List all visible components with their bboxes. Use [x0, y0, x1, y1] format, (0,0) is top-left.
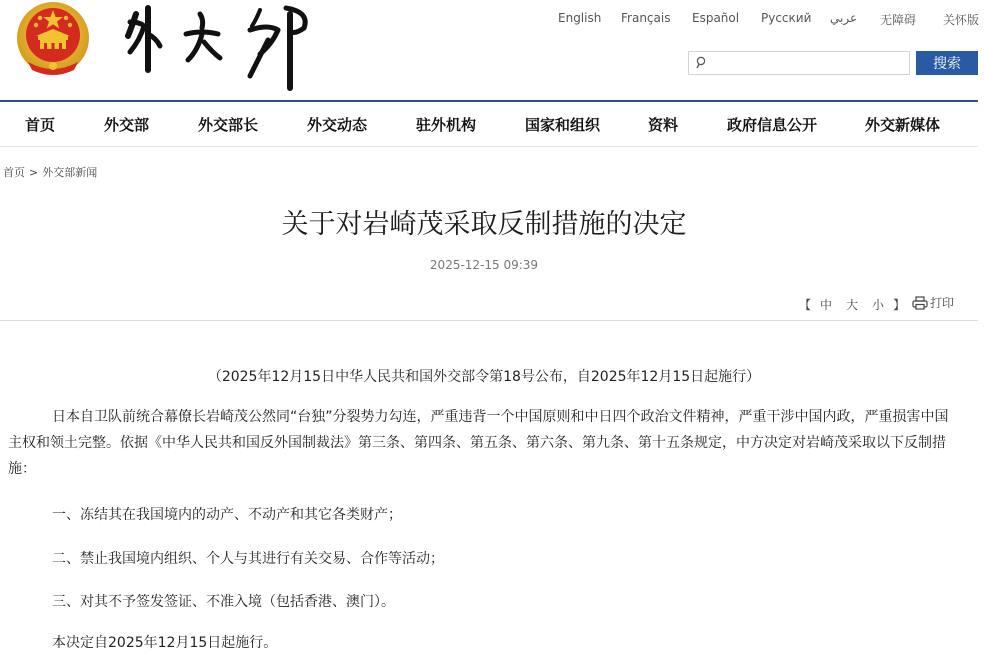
font-size-switcher	[797, 296, 907, 313]
measure-item-3: 三、对其不予签发签证、不准入境（包括香港、澳门）。	[52, 594, 395, 610]
search-icon	[695, 56, 707, 70]
lang-link-spanish[interactable]: Español	[692, 11, 740, 25]
search-box	[688, 51, 910, 75]
font-size-small-button[interactable]: 小	[872, 298, 885, 312]
article-announcement: （2025年12月15日中华人民共和国外交部令第18号公布，自2025年12月15日起施行）	[207, 369, 761, 385]
font-size-large-button[interactable]: 中	[820, 298, 833, 312]
nav-item-diplomatic-news[interactable]: 外交动态	[307, 116, 368, 134]
lang-link-arabic[interactable]: عربي	[830, 11, 858, 25]
font-size-medium-button[interactable]: 大	[846, 298, 859, 312]
printer-icon	[912, 296, 928, 310]
breadcrumb-home-link[interactable]: 首页	[3, 166, 25, 179]
lang-link-russian[interactable]: Русский	[761, 11, 812, 25]
lang-link-french[interactable]: Français	[621, 11, 671, 25]
nav-item-ministry[interactable]: 外交部	[104, 116, 150, 134]
article-divider	[0, 320, 978, 321]
breadcrumb	[3, 164, 97, 180]
site-header	[0, 0, 984, 100]
main-nav	[0, 102, 984, 146]
nav-item-new-media[interactable]: 外交新媒体	[865, 116, 941, 134]
national-emblem-icon[interactable]	[14, 0, 92, 76]
measure-item-2: 二、禁止我国境内组织、个人与其进行有关交易、合作等活动；	[52, 551, 444, 567]
lang-link-care-mode[interactable]: 关怀版	[943, 13, 980, 27]
measure-item-1: 一、冻结其在我国境内的动产、不动产和其它各类财产；	[52, 507, 402, 523]
breadcrumb-separator: >	[29, 166, 39, 179]
article-paragraph: 日本自卫队前统合幕僚长岩崎茂公然同“台独”分裂势力勾连，严重违背一个中国原则和中日四个政治文件精神，严重干涉中国内政，严重损害中国主权和领土完整。依据《中华人民共和国反外国制裁法》第三条、第四条、第五条、第六条、第九条、第十五条规定，中方决定对岩崎茂采取以下反制措施：	[8, 409, 949, 477]
ministry-calligraphy-logo[interactable]	[118, 0, 318, 92]
lang-link-english[interactable]: English	[558, 11, 602, 25]
search-input[interactable]	[711, 54, 901, 72]
language-bar	[540, 11, 984, 29]
font-size-bracket-open: 【	[799, 298, 812, 312]
nav-item-countries[interactable]: 国家和组织	[525, 116, 601, 134]
breadcrumb-current-link[interactable]: 外交部新闻	[42, 166, 98, 179]
nav-item-home[interactable]: 首页	[25, 116, 56, 134]
font-size-bracket-close: 】	[893, 298, 906, 312]
nav-item-missions[interactable]: 驻外机构	[416, 116, 477, 134]
article-closing: 本决定自2025年12月15日起施行。	[52, 635, 278, 651]
nav-item-minister[interactable]: 外交部长	[198, 116, 259, 134]
article-title: 关于对岩崎茂采取反制措施的决定	[281, 209, 687, 240]
nav-bottom-rule	[0, 146, 978, 147]
nav-item-resources[interactable]: 资料	[648, 116, 679, 134]
print-button[interactable]	[912, 294, 954, 311]
article-date: 2025-12-15 09:39	[429, 258, 539, 272]
search-button[interactable]: 搜索	[916, 51, 978, 75]
lang-link-accessible[interactable]: 无障碍	[880, 13, 917, 27]
print-label: 打印	[930, 296, 955, 310]
nav-item-gov-info[interactable]: 政府信息公开	[727, 116, 818, 134]
